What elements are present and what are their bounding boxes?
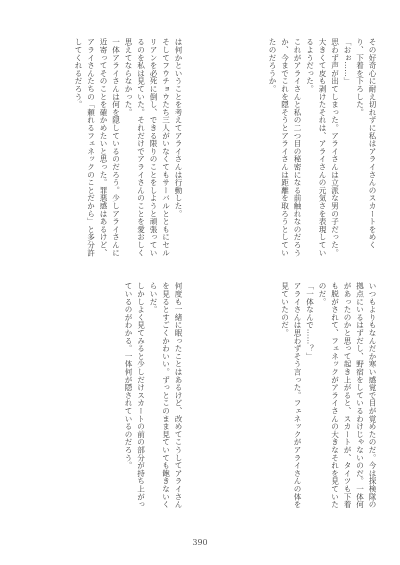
text-block-right-top: その好奇心に耐え切れずに私はアライさんのスカートをめくり、下着を下ろした。 「おぉ……」 思わず声が出てしまった。アライさんは立派な男の子だった。大きくて皮も剥けたそれは、アライさんの元気さを表現しているようだった。 これがアライさんと私の二つ目の秘密になる前触れなのだろうか、今までこれを隠そうとアライさんは距離を取ろうとしていたのだろうか。 <box>268 38 377 257</box>
page-number: 390 <box>192 538 208 547</box>
text-block-left-top: は何かということを考えてアライさんは行動した。 そしてフウチョウたち三人がいなくてもサーバルとともにセルリアンを必死に倒し、できる限りのことをしようと頑張っているのを私は見ていた。それだけでアライさんのことを愛おしく思えてならなかった。 一体アライさんは何を隠しているのだろう。少しアライさんに近寄ってそのことを確かめたいと思った。罪悪感はあるけど、アライさんたちの「頼れるフェネックのことだから」と多分許してくれるだろう。 <box>74 38 183 257</box>
text-block-right-bottom: いつもよりもなんだか寒い感覚で目が覚めたのだ。今は探検隊の拠点にいるはずだし、野宿をしているわけじゃないのだ。一体何があったのかと思って起き上がると、スカートが、タイツも下着も脱がされて、フェネックがアライさんの大きなそれを見ていたのだ。 「一体なんで……？」 アライさんは思わずそう言った。フェネックがアライさんの体を見ていたのだ。 <box>280 282 377 509</box>
text-block-left-bottom: 何度も一緒に眠ったことはあるけど、改めてこうしてアライさんを見るとすごくかわいい。ずっとこのまま見ていても飽きないくらいだ。 しかしよく見てみると少しだけスカートの前の部分が持ち上がっているのがわかる。一体何が隠されているのだろう。 <box>124 282 183 509</box>
